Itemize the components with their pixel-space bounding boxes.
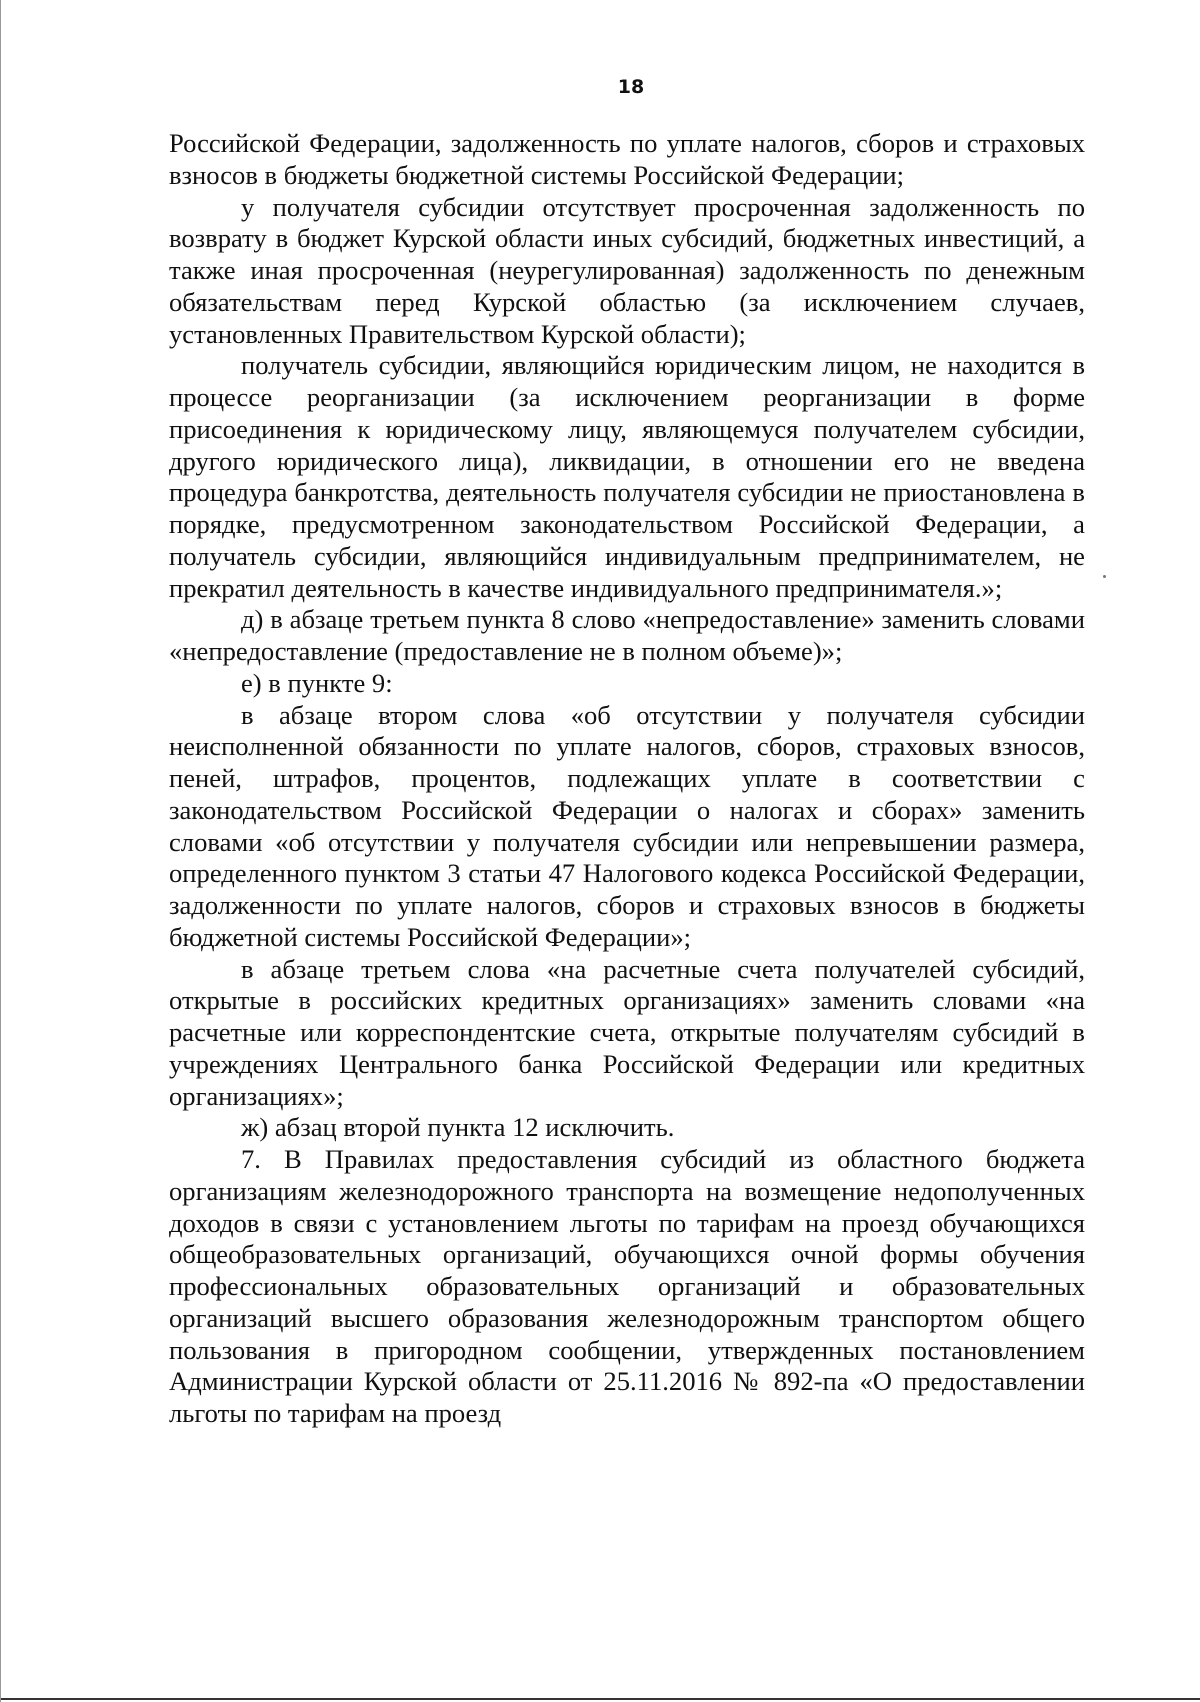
paragraph-item-7: 7. В Правилах предоставления субсидий из областного бюджета организациям железнодорожного транспорта на возмещение недополученных доходов в связи с установлением льготы по тарифам на проезд обучающихся общеобразовательных организаций, обучающихся очной формы обучения профессиональных образовательных организаций и образовательных организаций высшего образования железнодорожным транспортом общего пользования в пригородном сообщении, утвержденных постановлением Администрации Курской области от 25.11.2016 № 892-па «О предоставлении льготы по тарифам на проезд	[169, 1144, 1085, 1428]
page-number: 18	[617, 76, 645, 98]
paragraph-no-reorganization: получатель субсидии, являющийся юридическим лицом, не находится в процессе реорганизации (за исключением реорганизации в форме присоединения к юридическому лицу, являющемуся получателем субсидии, другого юридического лица), ликвидации, в отношении его не введена процедура банкротства, деятельность получателя субсидии не приостановлена в порядке, предусмотренном законодательством Российской Федерации, а получатель субсидии, являющийся индивидуальным предпринимателем, не прекратил деятельность в качестве индивидуального предпринимателя.»;	[169, 350, 1085, 603]
document-body	[169, 128, 1085, 1430]
paragraph-no-overdue-debt: у получателя субсидии отсутствует просроченная задолженность по возврату в бюджет Курской области иных субсидий, бюджетных инвестиций, а также иная просроченная (неурегулированная) задолженность по денежным обязательствам перед Курской областью (за исключением случаев, установленных Правительством Курской области);	[169, 191, 1085, 349]
paragraph-third-abzats: в абзаце третьем слова «на расчетные счета получателей субсидий, открытые в российских кредитных организациях» заменить словами «на расчетные или корреспондентские счета, открытые получателям субсидий в учреждениях Центрального банка Российской Федерации или кредитных организациях»;	[169, 953, 1085, 1111]
paragraph-item-zh: ж) абзац второй пункта 12 исключить.	[241, 1112, 675, 1143]
paragraph-item-e: е) в пункте 9:	[241, 667, 393, 698]
scan-dot-mark	[1103, 575, 1106, 578]
paragraph-second-abzats: в абзаце втором слова «об отсутствии у получателя субсидии неисполненной обязанности по уплате налогов, сборов, страховых взносов, пеней, штрафов, процентов, подлежащих уплате в соответствии с законодательством Российской Федерации о налогах и сборах» заменить словами «об отсутствии у получателя субсидии или непревышении размера, определенного пунктом 3 статьи 47 Налогового кодекса Российской Федерации, задолженности по уплате налогов, сборов и страховых взносов в бюджеты бюджетной системы Российской Федерации»;	[169, 699, 1085, 952]
scan-bottom-edge	[1, 1698, 1200, 1700]
paragraph-item-d: д) в абзаце третьем пункта 8 слово «непредоставление» заменить словами «непредоставление (предоставление не в полном объеме)»;	[169, 604, 1085, 666]
paragraph-continuation: Российской Федерации, задолженность по уплате налогов, сборов и страховых взносов в бюджеты бюджетной системы Российской Федерации;	[169, 128, 1085, 190]
